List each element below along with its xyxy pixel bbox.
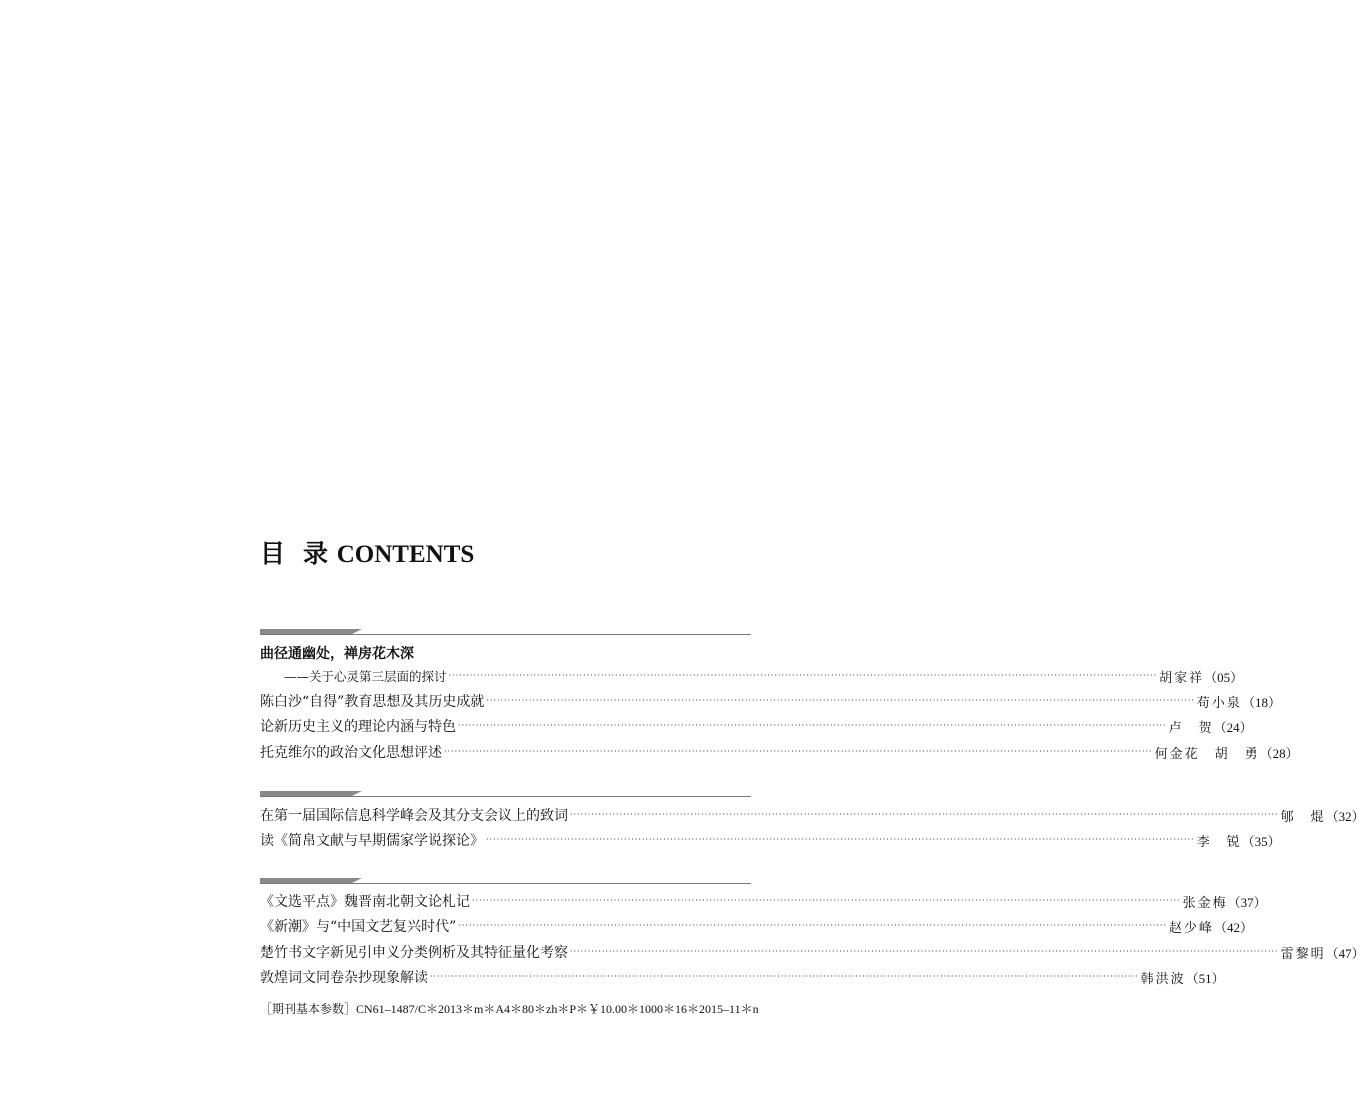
toc-entry-page: （37） [1227, 894, 1267, 910]
toc-entry[interactable] [260, 715, 1253, 737]
dot-leader: ········································································································································································································ [458, 721, 1167, 730]
heading-cn-1: 目 [260, 539, 286, 568]
toc-entry-author: 胡家祥 [1159, 670, 1205, 686]
toc-entry-title: 敦煌词文同卷杂抄现象解读 [260, 970, 428, 986]
dot-leader: ········································································································································································································ [486, 835, 1195, 844]
toc-entry-page: （18） [1241, 694, 1281, 710]
toc-entry[interactable] [260, 804, 1365, 826]
toc-entry-author: 雷黎明 [1280, 946, 1326, 962]
dot-leader: ········································································································································································································ [472, 896, 1181, 905]
toc-entry-title: 楚竹书文字新见引申义分类例析及其特征量化考察 [260, 945, 568, 961]
toc-entry-author: 卢 贺 [1168, 720, 1214, 736]
toc-entry-page: （42） [1213, 919, 1253, 935]
section-divider [260, 878, 751, 884]
toc-entry-title: 《新潮》与“中国文艺复兴时代” [260, 919, 457, 935]
toc-entry[interactable] [260, 665, 1244, 687]
dot-leader: ········································································································································································································ [486, 696, 1195, 705]
heading-en: CONTENTS [336, 541, 475, 568]
toc-entry[interactable] [260, 941, 1365, 963]
toc-entry-page: （32） [1325, 808, 1365, 824]
toc-entry-author: 张金梅 [1182, 895, 1228, 911]
toc-entry-title: 陈白沙“自得”教育思想及其历史成就 [260, 694, 485, 710]
toc-entry-author: 苟小泉 [1196, 695, 1242, 711]
dot-leader: ········································································································································································································ [448, 671, 1158, 680]
section-divider [260, 629, 751, 635]
toc-entry-author: 韩洪波 [1140, 971, 1186, 987]
toc-entry[interactable] [260, 690, 1281, 712]
toc-entry[interactable] [260, 829, 1281, 851]
toc-entry-title: 托克维尔的政治文化思想评述 [260, 745, 442, 761]
dot-leader: ········································································································································································································ [444, 747, 1153, 756]
toc-entry-title: 《文选平点》魏晋南北朝文论札记 [260, 894, 470, 910]
toc-entry-author: 何金花 胡 勇 [1154, 746, 1260, 762]
toc-entry-page: （35） [1241, 833, 1281, 849]
contents-heading [260, 534, 474, 570]
toc-entry-page: （28） [1259, 745, 1299, 761]
toc-entry-page: （47） [1325, 945, 1365, 961]
dot-leader: ········································································································································································································ [570, 947, 1279, 956]
toc-entry-title: ——关于心灵第三层面的探讨 [284, 669, 447, 684]
toc-entry[interactable] [260, 741, 1299, 763]
toc-entry-author: 郇 焜 [1280, 809, 1326, 825]
heading-cn-2: 录 [303, 539, 329, 568]
toc-entry[interactable] [260, 966, 1225, 988]
toc-entry[interactable] [260, 890, 1267, 912]
toc-entry-title: 读《简帛文献与早期儒家学说探论》 [260, 833, 484, 849]
toc-entry-author: 李 锐 [1196, 834, 1242, 850]
journal-parameters: ［期刊基本参数］CN61–1487/C＊2013＊m＊A4＊80＊zh＊P＊￥10.00＊1000＊16＊2015–11＊n [260, 1002, 759, 1016]
toc-entry-author: 赵少峰 [1168, 920, 1214, 936]
dot-leader: ········································································································································································································ [458, 921, 1167, 930]
toc-entry-page: （51） [1185, 970, 1225, 986]
section-divider [260, 791, 751, 797]
toc-entry-title: 论新历史主义的理论内涵与特色 [260, 719, 456, 735]
toc-entry-page: （24） [1213, 719, 1253, 735]
toc-entry[interactable] [260, 642, 751, 664]
dot-leader: ········································································································································································································ [570, 810, 1279, 819]
dot-leader: ········································································································································································································ [430, 972, 1139, 981]
toc-entry-page: （05） [1204, 669, 1244, 685]
toc-entry[interactable] [260, 915, 1253, 937]
toc-entry-title: 在第一届国际信息科学峰会及其分支会议上的致词 [260, 808, 568, 824]
toc-entry-title: 曲径通幽处，禅房花木深 [260, 646, 414, 662]
